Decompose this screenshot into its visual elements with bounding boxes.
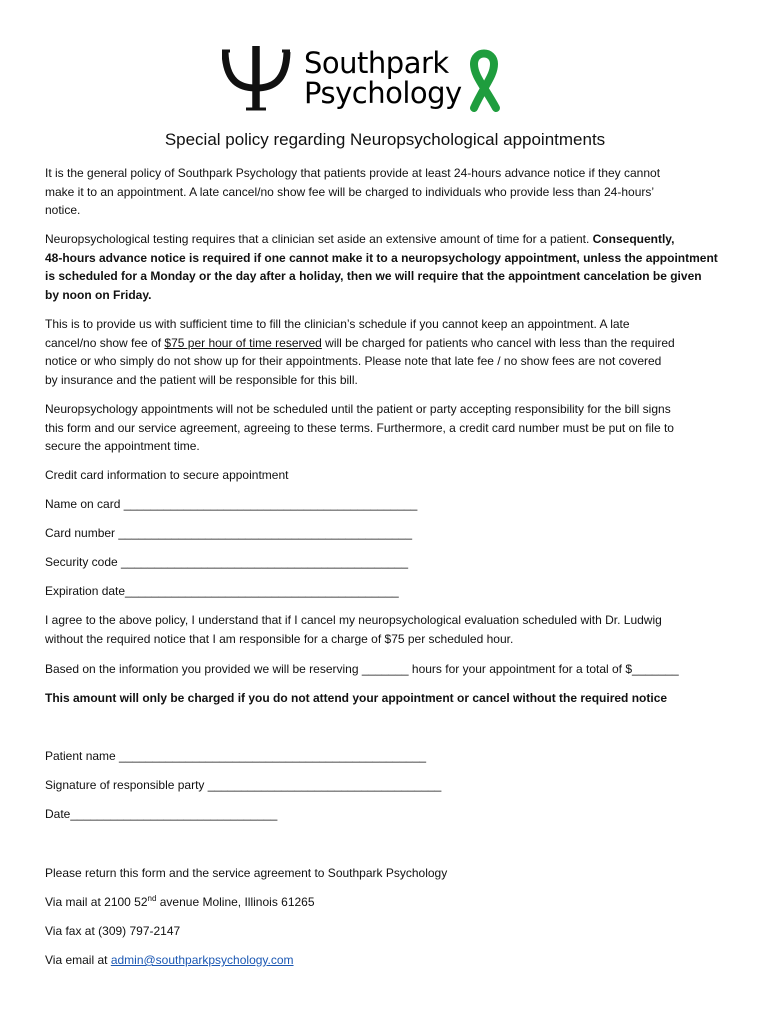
return-heading: Please return this form and the service agreement to Southpark Psychology [45, 866, 448, 880]
text-line: make it to an appointment. A late cancel/no show fee will be charged to individuals who provide less than 24-hours’ [45, 184, 655, 199]
text-line: without the required notice that I am responsible for a charge of $75 per scheduled hour. [45, 631, 514, 646]
email-label: Via email at [45, 953, 111, 967]
security-code-field[interactable]: Security code ___________________________________________ [45, 555, 409, 569]
text-line: It is the general policy of Southpark Psychology that patients provide at least 24-hours advance notice if they cannot [45, 166, 661, 180]
expiration-date-field[interactable]: Expiration date_________________________________________ [45, 584, 399, 598]
logo-brand-line2: Psychology [304, 76, 462, 110]
agreement-paragraph [45, 611, 735, 648]
date-field[interactable]: Date_______________________________ [45, 807, 278, 821]
late-fee-paragraph [45, 315, 735, 389]
general-policy-paragraph [45, 164, 735, 220]
reserving-hours-field[interactable]: Based on the information you provided we will be reserving _______ hours for your appointment for a total of $_______ [45, 662, 679, 676]
fee-underlined: $75 per hour of time reserved [164, 335, 322, 350]
scheduling-paragraph [45, 400, 735, 456]
text-segment: Neuropsychological testing requires that a clinician set aside an extensive amount of time for a patient. [45, 232, 593, 246]
text-line: by insurance and the patient will be responsible for this bill. [45, 372, 358, 387]
email-line [45, 951, 735, 970]
mail-address: Via mail at 2100 52nd avenue Moline, Illinois 61265 [45, 894, 315, 909]
text-line: notice or who simply do not show up for their appointments. Please note that late fee / no show fees are not covered [45, 354, 662, 368]
email-link[interactable]: admin@southparkpsychology.com [110, 953, 294, 967]
text-line: I agree to the above policy, I understand that if I cancel my neuropsychological evaluation scheduled with Dr. Ludwig [45, 613, 662, 627]
bold-line: 48-hours advance notice is required if one cannot make it to a neuropsychology appointment, unless the appointment [45, 250, 718, 265]
name-on-card-field[interactable]: Name on card ____________________________________________ [45, 497, 418, 511]
ordinal-suffix: nd [147, 894, 157, 903]
bold-line: is scheduled for a Monday or the day after a holiday, then we will require that the appointment cancelation be given [45, 269, 702, 283]
text-line: Neuropsychology appointments will not be scheduled until the patient or party accepting responsibility for the bill signs [45, 402, 671, 416]
patient-name-field[interactable]: Patient name ______________________________________________ [45, 749, 427, 763]
awareness-ribbon-icon [474, 54, 496, 109]
text-line: This is to provide us with sufficient time to fill the clinician’s schedule if you cannot keep an appointment. A late [45, 317, 630, 331]
text-line [45, 230, 735, 249]
text-line: cancel/no show fee of $75 per hour of time reserved will be charged for patients who cancel with less than the required [45, 335, 675, 350]
fax-number: Via fax at (309) 797-2147 [45, 924, 181, 938]
neuropsych-policy-paragraph [45, 230, 735, 304]
text-line: this form and our service agreement, agreeing to these terms. Furthermore, a credit card number must be put on file to [45, 420, 674, 435]
charged-notice: This amount will only be charged if you do not attend your appointment or cancel without the required notice [45, 691, 668, 705]
responsible-signature-field[interactable]: Signature of responsible party ___________________________________ [45, 778, 442, 792]
bold-segment: Consequently, [592, 232, 675, 246]
company-logo [222, 42, 512, 116]
text-line: secure the appointment time. [45, 439, 200, 453]
page-title: Special policy regarding Neuropsychological appointments [164, 130, 606, 149]
psi-symbol-icon [222, 46, 290, 109]
bold-line: by noon on Friday. [45, 287, 152, 302]
text-line: notice. [45, 203, 81, 217]
card-number-field[interactable]: Card number ____________________________________________ [45, 526, 413, 540]
logo-brand-line1: Southpark [304, 46, 449, 80]
credit-card-heading: Credit card information to secure appointment [45, 468, 289, 482]
